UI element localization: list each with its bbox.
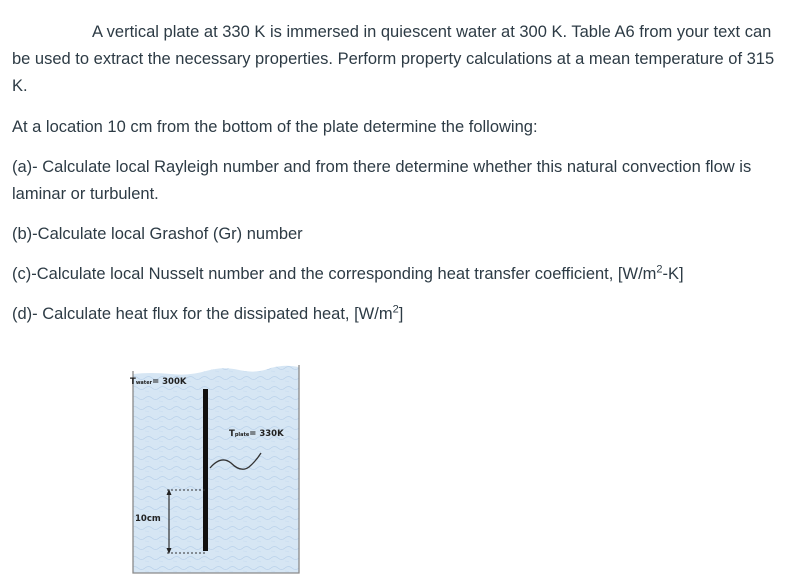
plate-diagram-graphic: [131, 363, 301, 576]
part-d-text: (d)- Calculate heat flux for the dissipated heat, [W/m: [12, 305, 393, 323]
plate-diagram: [131, 363, 301, 576]
part-c: [12, 261, 788, 288]
part-a: (a)- Calculate local Rayleigh number and from there determine whether this natural convection flow is laminar or turbulent.: [12, 158, 752, 203]
part-b: (b)-Calculate local Grashof (Gr) number: [12, 225, 303, 243]
part-d-superscript: 2: [392, 303, 399, 316]
distance-label: 10cm: [135, 514, 161, 524]
part-c-tail: -K]: [662, 265, 684, 283]
part-d: [12, 301, 788, 328]
plate-temperature-label: Tplate= 330K: [229, 429, 284, 439]
part-c-text: (c)-Calculate local Nusselt number and the corresponding heat transfer coefficient, [W/m: [12, 265, 657, 283]
vertical-plate: [203, 389, 208, 551]
water-temperature-label: Twater= 300K: [130, 377, 187, 387]
location-prompt: At a location 10 cm from the bottom of the plate determine the following:: [12, 118, 538, 136]
problem-intro: A vertical plate at 330 K is immersed in quiescent water at 300 K. Table A6 from your text can be used to extract the necessary properties. Perform property calculations at a mean temperature of 315 K.: [12, 23, 775, 95]
part-c-superscript: 2: [656, 263, 663, 276]
part-d-tail: ]: [398, 305, 404, 323]
